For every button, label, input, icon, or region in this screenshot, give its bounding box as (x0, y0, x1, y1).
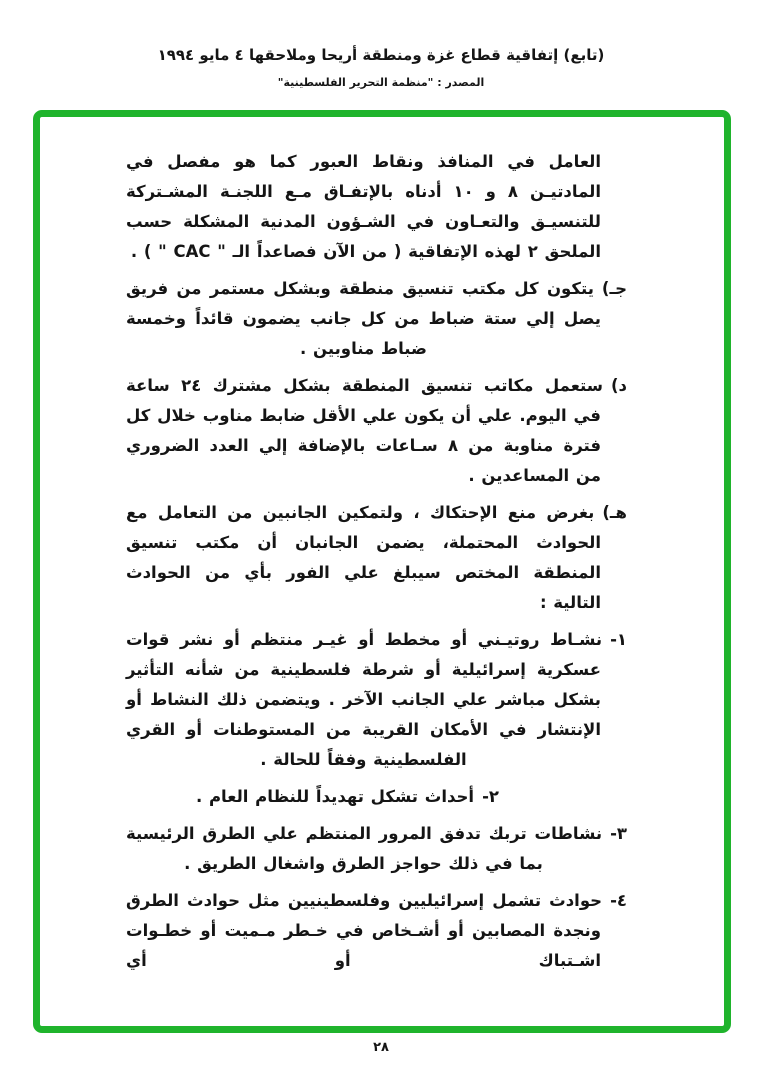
paragraph-continuation: العامل في المنافذ ونقاط العبور كما هو مفصل في المادتيـن ٨ و ١٠ أدناه بالإتفـاق مـع اللجنـة المشـتركة للتنسيـق والتعـاون في الشـؤون المدنية المشكلة حسب الملحق ٢ لهذه الإتفاقية ( من الآن فصاعداً الـ " CAC " ) . (126, 152, 601, 261)
item-text: حوادث تشمل إسرائيليين وفلسطينيين مثل حوادث الطرق ونجدة المصابين أو أشـخاص في خـطر مـميت أو خطـوات اشـتباك أو أي (126, 891, 603, 970)
document-source-line: المصدر : "منظمة التحرير الفلسطينية" (277, 76, 485, 89)
paragraph-item-jeem (126, 274, 627, 364)
paragraph-item-dal (126, 371, 627, 491)
item-marker: ٤- (610, 891, 627, 910)
numbered-item-2 (126, 782, 499, 812)
paragraph-item-ha (126, 498, 627, 618)
item-text: ستعمل مكاتب تنسيق المنطقة بشكل مشترك ٢٤ ساعة في اليوم. علي أن يكون علي الأقل ضابط مناوب خلال كل فترة مناوبة من ٨ سـاعات بالإضافة إلي العدد الضروري من المساعدين . (126, 376, 603, 485)
document-title: (تابع) إتفاقية قطاع غزة ومنطقة أريحا وملاحقها ٤ مايو ١٩٩٤ (157, 46, 605, 64)
numbered-item-4 (126, 886, 627, 976)
item-marker: هـ) (602, 503, 627, 522)
numbered-item-1 (126, 625, 627, 775)
document-body (40, 117, 724, 983)
numbered-item-3 (126, 819, 627, 879)
green-border-frame (33, 110, 731, 1033)
item-marker: ١- (610, 630, 627, 649)
item-text: بغرض منع الإحتكاك ، ولتمكين الجانبين من التعامل مع الحوادث المحتملة، يضمن الجانبان أن مكتب تنسيق المنطقة المختص سيبلغ علي الفور بأي من الحوادث التالية : (126, 503, 601, 612)
item-marker: ٢- (482, 787, 499, 806)
item-text: أحداث تشكل تهديداً للنظام العام . (195, 787, 475, 806)
item-marker: جـ) (601, 279, 627, 298)
page-number: ٢٨ (373, 1040, 389, 1055)
item-marker: ٣- (610, 824, 627, 843)
item-text: نشاطات تربك تدفق المرور المنتظم علي الطرق الرئيسية بما في ذلك حواجز الطرق واشغال الطريق . (126, 824, 603, 873)
item-text: يتكون كل مكتب تنسيق منطقة وبشكل مستمر من فريق يصل إلي ستة ضباط من كل جانب يضمون قائداً وخمسة ضباط مناوبين . (126, 279, 601, 358)
item-marker: د) (610, 376, 627, 395)
item-text: نشـاط روتيـني أو مخطط أو غيـر منتظم أو نشر قوات عسكرية إسرائيلية أو شرطة فلسطينية من شأنه التأثير بشكل مباشر علي الجانب الآخر . ويتضمن ذلك النشاط أو الإنتشار في الأمكان القريبة من المستوطنات أو القري الفلسطينية وفقاً للحالة . (126, 630, 603, 769)
